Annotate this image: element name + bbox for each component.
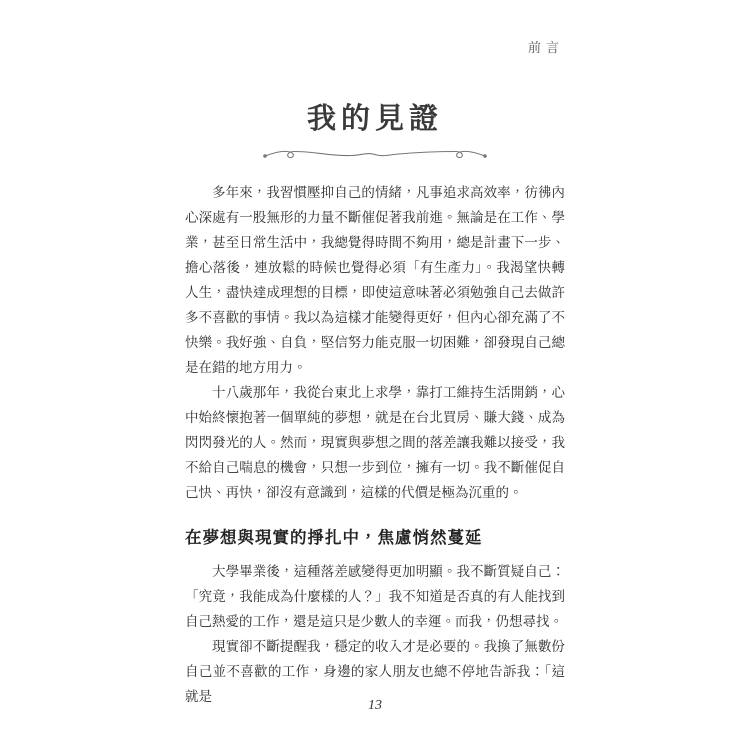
- body-text: [185, 180, 565, 709]
- paragraph: 十八歲那年，我從台東北上求學，靠打工維持生活開銷，心中始終懷抱著一個單純的夢想，就是在台北買房、賺大錢、成為閃閃發光的人。然而，現實與夢想之間的落差讓我難以接受，我不給自己喘息的機會，只想一步到位，擁有一切。我不斷催促自己快、再快，卻沒有意識到，這樣的代價是極為沉重的。: [185, 385, 565, 500]
- paragraph: 現實卻不斷提醒我，穩定的收入才是必要的。我換了無數份自己並不喜歡的工作，身邊的家人朋友也總不停地告訴我：「這就是: [185, 639, 565, 704]
- paragraph: 多年來，我習慣壓抑自己的情緒，凡事追求高效率，彷彿內心深處有一股無形的力量不斷催促著我前進。無論是在工作、學業，甚至日常生活中，我總覺得時間不夠用，總是計畫下一步、擔心落後，連放鬆的時候也覺得必須「有生產力」。我渴望快轉人生，盡快達成理想的目標，即使這意味著必須勉強自己去做許多不喜歡的事情。我以為這樣才能變得更好，但內心卻充滿了不快樂。我好強、自負，堅信努力能克服一切困難，卻發現自己總是在錯的地方用力。: [185, 185, 565, 375]
- chapter-title: 我的見證: [306, 103, 443, 135]
- flourish-divider-icon: [0, 143, 750, 165]
- running-header: 前言: [527, 40, 564, 55]
- paragraph: 大學畢業後，這種落差感變得更加明顯。我不斷質疑自己：「究竟，我能成為什麼樣的人？」我不知道是否真的有人能找到自己熱愛的工作，還是這只是少數人的幸運。而我，仍想尋找。: [185, 564, 565, 629]
- page-number: 13: [368, 698, 382, 713]
- section-subheading: 在夢想與現實的掙扎中，焦慮悄然蔓延: [185, 529, 483, 547]
